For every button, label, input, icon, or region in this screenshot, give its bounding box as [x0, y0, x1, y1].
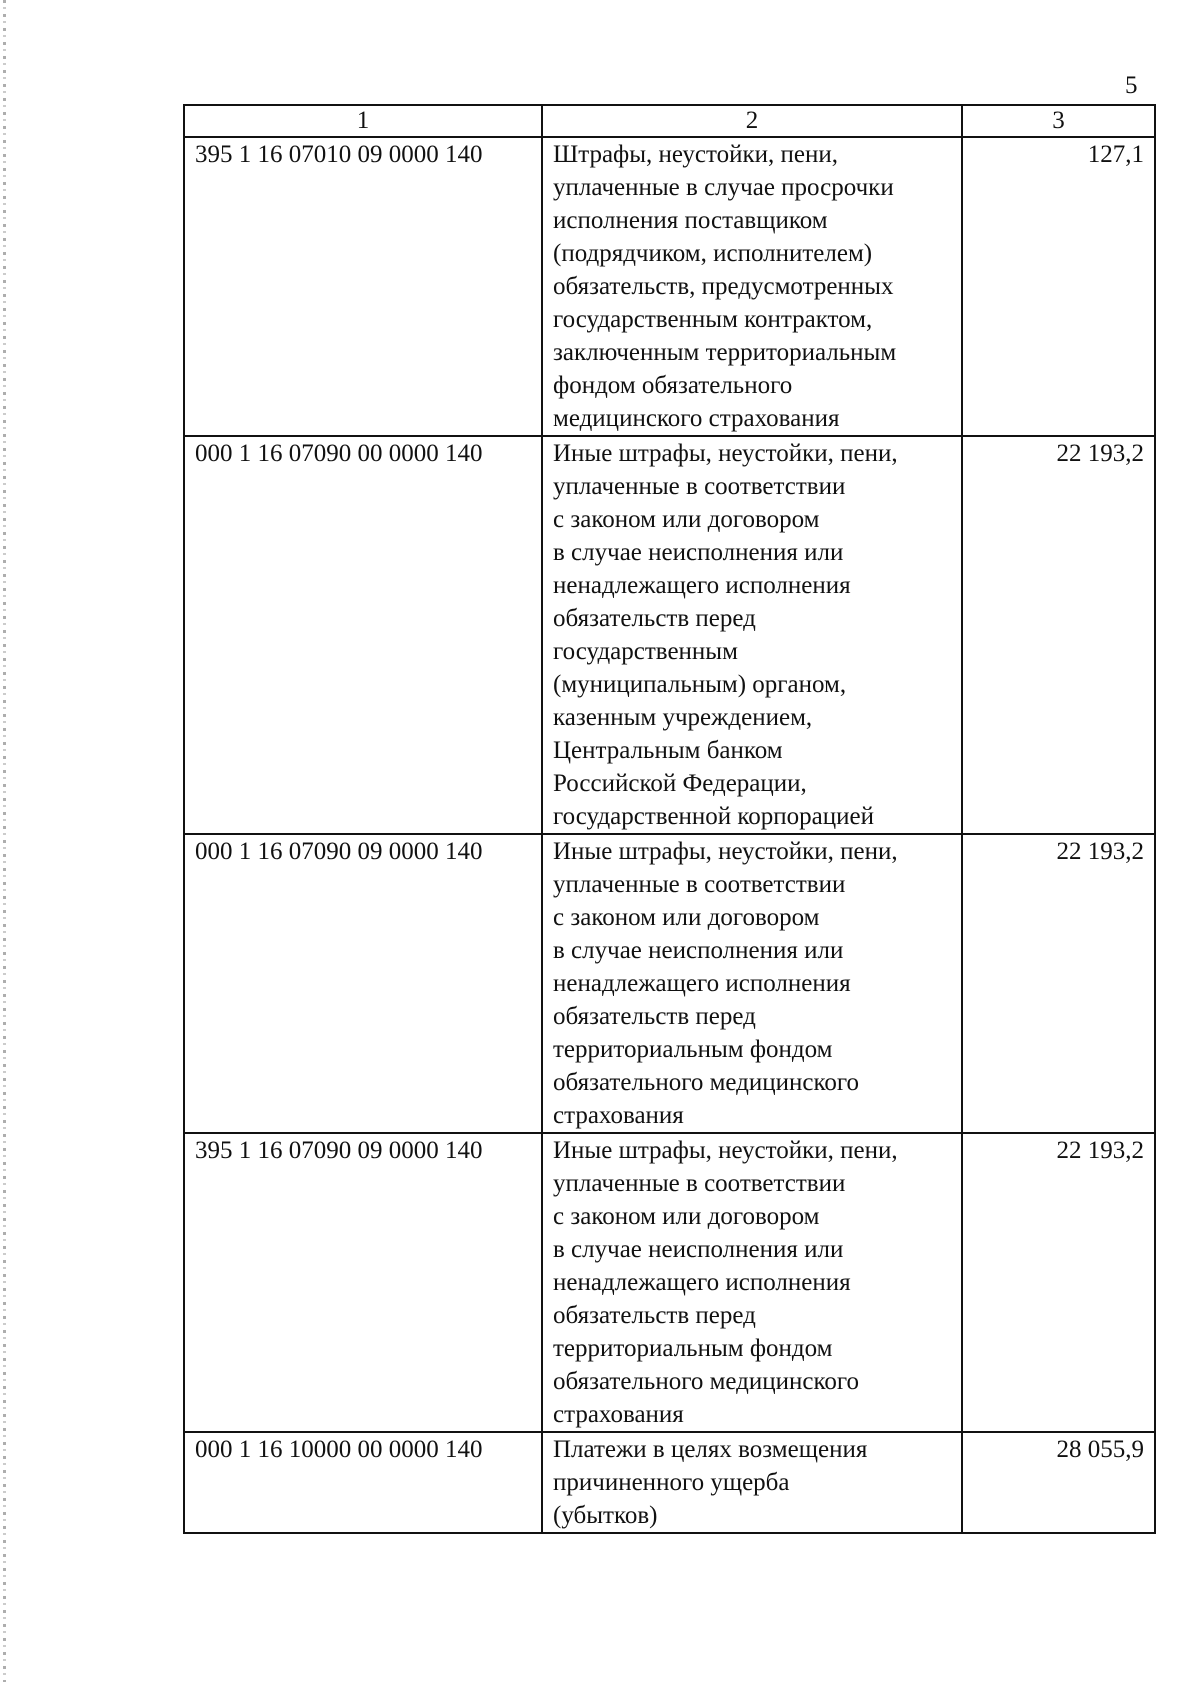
- description-line: уплаченные в случае просрочки: [553, 174, 894, 201]
- description-line: обязательств перед: [553, 605, 756, 632]
- description-line: уплаченные в соответствии: [553, 1170, 846, 1197]
- amount: 22 193,2: [962, 436, 1155, 834]
- budget-code: 395 1 16 07090 09 0000 140: [184, 1133, 542, 1432]
- description-line: Иные штрафы, неустойки, пени,: [553, 1137, 898, 1164]
- description-line: с законом или договором: [553, 1203, 820, 1230]
- budget-code: 000 1 16 10000 00 0000 140: [184, 1432, 542, 1533]
- amount: 127,1: [962, 137, 1155, 436]
- description-line: обязательств перед: [553, 1003, 756, 1030]
- description-line: Центральным банком: [553, 737, 783, 764]
- description-line: страхования: [553, 1102, 684, 1129]
- description-line: фондом обязательного: [553, 372, 793, 399]
- income-description: [542, 1133, 962, 1432]
- description-line: обязательств, предусмотренных: [553, 273, 894, 300]
- description-line: страхования: [553, 1401, 684, 1428]
- income-description: [542, 1432, 962, 1533]
- description-line: ненадлежащего исполнения: [553, 970, 851, 997]
- description-line: медицинского страхования: [553, 405, 840, 432]
- description-line: уплаченные в соответствии: [553, 473, 846, 500]
- description-line: государственным: [553, 638, 738, 665]
- budget-code: 395 1 16 07010 09 0000 140: [184, 137, 542, 436]
- description-line: обязательств перед: [553, 1302, 756, 1329]
- description-line: государственной корпорацией: [553, 803, 875, 830]
- description-line: исполнения поставщиком: [553, 207, 828, 234]
- description-line: Иные штрафы, неустойки, пени,: [553, 838, 898, 865]
- description-line: государственным контрактом,: [553, 306, 873, 333]
- amount: 28 055,9: [962, 1432, 1155, 1533]
- description-line: Штрафы, неустойки, пени,: [553, 141, 838, 168]
- description-line: Иные штрафы, неустойки, пени,: [553, 440, 898, 467]
- table-header-row: [184, 105, 1155, 137]
- description-line: обязательного медицинского: [553, 1069, 860, 1096]
- description-line: казенным учреждением,: [553, 704, 813, 731]
- amount: 22 193,2: [962, 834, 1155, 1133]
- page-number: 5: [1125, 72, 1138, 99]
- amount: 22 193,2: [962, 1133, 1155, 1432]
- income-description: [542, 137, 962, 436]
- description-line: ненадлежащего исполнения: [553, 572, 851, 599]
- description-line: территориальным фондом: [553, 1335, 833, 1362]
- description-line: (подрядчиком, исполнителем): [553, 240, 873, 267]
- description-line: (убытков): [553, 1502, 658, 1529]
- description-line: с законом или договором: [553, 506, 820, 533]
- description-line: заключенным территориальным: [553, 339, 897, 366]
- description-line: ненадлежащего исполнения: [553, 1269, 851, 1296]
- scan-edge-artifact: [3, 0, 6, 1682]
- column-header-3: 3: [962, 105, 1155, 137]
- table-row: [184, 137, 1155, 436]
- description-line: территориальным фондом: [553, 1036, 833, 1063]
- description-line: причиненного ущерба: [553, 1469, 790, 1496]
- description-line: в случае неисполнения или: [553, 1236, 844, 1263]
- table-row: [184, 834, 1155, 1133]
- table-row: [184, 436, 1155, 834]
- description-line: (муниципальным) органом,: [553, 671, 847, 698]
- table-row: [184, 1432, 1155, 1533]
- description-line: уплаченные в соответствии: [553, 871, 846, 898]
- column-header-2: 2: [542, 105, 962, 137]
- description-line: Платежи в целях возмещения: [553, 1436, 868, 1463]
- description-line: с законом или договором: [553, 904, 820, 931]
- budget-code: 000 1 16 07090 00 0000 140: [184, 436, 542, 834]
- income-description: [542, 834, 962, 1133]
- description-line: Российской Федерации,: [553, 770, 807, 797]
- budget-table: [183, 104, 1156, 1534]
- description-line: обязательного медицинского: [553, 1368, 860, 1395]
- column-header-1: 1: [184, 105, 542, 137]
- budget-code: 000 1 16 07090 09 0000 140: [184, 834, 542, 1133]
- table-row: [184, 1133, 1155, 1432]
- description-line: в случае неисполнения или: [553, 539, 844, 566]
- income-description: [542, 436, 962, 834]
- description-line: в случае неисполнения или: [553, 937, 844, 964]
